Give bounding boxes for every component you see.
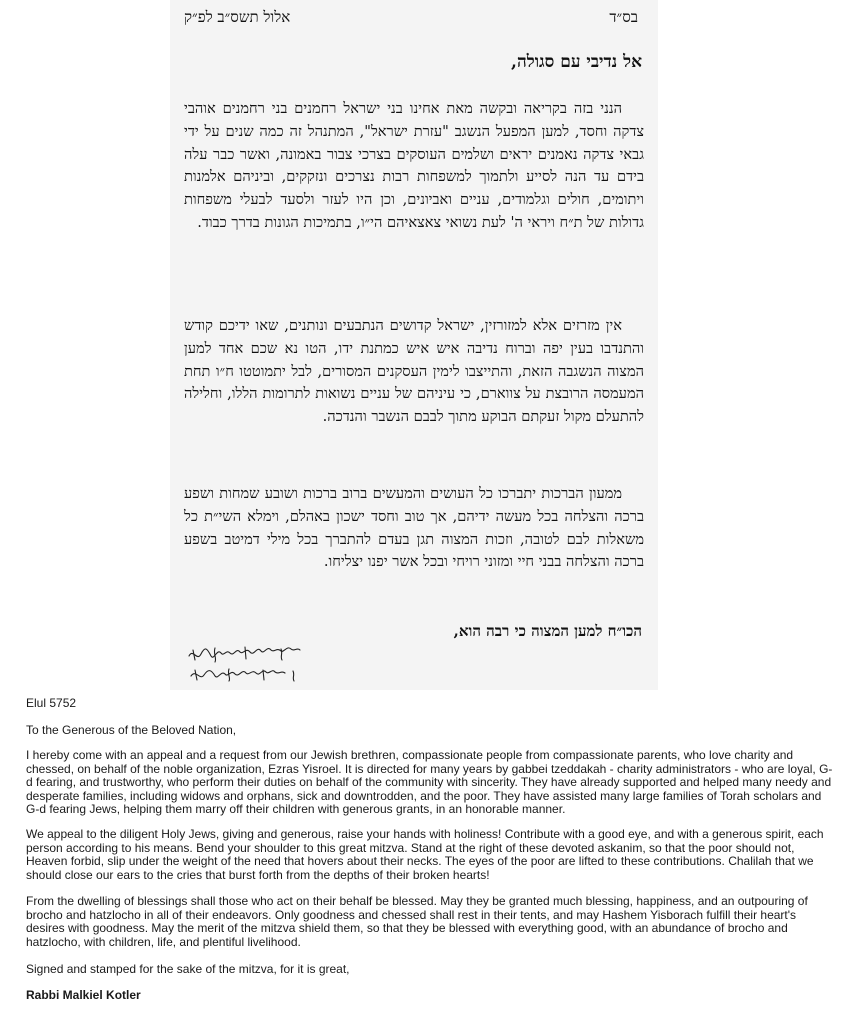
translation-paragraph-3: From the dwelling of blessings shall those who act on their behalf be blessed. May they be granted much blessing, happiness, and an outpouring of brocho and hatzlocho in all of their endeavors. Only goodness and chessed shall rest in their tents, and may Hashem Yisborach fulfill their heart's desires with goodness. May the merit of the mitzva shield them, so that they be blessed with everything good, with an abundance of brocho and hatzlocho, with children, life, and plentiful livelihood. bbox=[26, 894, 808, 949]
translation-closing: Signed and stamped for the sake of the mitzva, for it is great, bbox=[26, 962, 350, 976]
scanned-hebrew-letter bbox=[170, 0, 658, 690]
translation-salutation: To the Generous of the Beloved Nation, bbox=[26, 723, 237, 737]
handwritten-signature bbox=[185, 642, 320, 690]
bsd-header: בס״ד bbox=[609, 8, 638, 26]
translation-date: Elul 5752 bbox=[26, 696, 77, 710]
hebrew-salutation: אל נדיבי עם סגולה, bbox=[511, 52, 642, 72]
hebrew-paragraph-1: הנני בזה בקריאה ובקשה מאת אחינו בני ישראל רחמנים בני רחמנים אוהבי צדקה וחסד, למען המפעל הנשגב "עזרת ישראל", המתנהל זה כמה שנים על ידי גבאי צדקה נאמנים יראים ושלמים העוסקים בצרכי צבור באמונה, ואשר כבר עלה בידם עד הנה לסייע ולתמוך למשפחות רבות נצרכים ונזקקים, וביניהם אלמנות ויתומים, חולים וגלמודים, עניים ואביונים, וכן היו לעזר ולסעד לבעלי משפחות גדולות של ת״ח ויראי ה' לעת נשואי צאצאיהם הי״ו, בתמיכות הגונות בדרך כבוד. bbox=[184, 100, 644, 231]
translation-paragraph-2: We appeal to the diligent Holy Jews, giving and generous, raise your hands with holiness! Contribute with a good eye, and with a generous spirit, each person according to his means. Bend your shoulder to this great mitzva. Stand at the right of these devoted askanim, so that the poor should not, Heaven forbid, slip under the weight of the need that hovers about their necks. The eyes of the poor are lifted to these contributions. Chalilah that we should close our ears to the cries that burst forth from the depths of their broken hearts! bbox=[26, 827, 824, 882]
hebrew-closing: הכו״ח למען המצוה כי רבה הוא, bbox=[453, 622, 642, 640]
hebrew-paragraph-2: אין מזרזים אלא למזורזין, ישראל קדושים הנתבעים ונותנים, שאו ידיכם קודש והתנדבו בעין יפה וברוח נדיבה איש איש כמתנת ידו, הטו נא שכם אחד למען המצוה הנשגבה הזאת, והתייצבו לימין העסקנים המסורים, לבל יתמוטטו ח״ו תחת המעמסה הרובצת על צווארם, כי עיניהם של עניים נשואות לתרומות הללו, וחלילה להתעלם מקול זעקתם הבוקע מתוך לבבם הנשבר והנדכה. bbox=[184, 317, 644, 426]
hebrew-paragraph-3: ממעון הברכות יתברכו כל העושים והמעשים ברוב ברכות ושובע שמחות ושפע ברכה והצלחה בכל מעשה ידיהם, אך טוב וחסד ישכון באהלם, וימלא השי״ת כל משאלות לבם לטובה, וזכות המצוה תגן בעדם להתברך בכל מילי דמיטב בשפע ברכה והצלחה בבני חיי ומזוני רויחי ובכל אשר יפנו יצליחו. bbox=[184, 485, 644, 571]
hebrew-date: אלול תשס״ב לפ״ק bbox=[184, 8, 291, 26]
translation-paragraph-1: I hereby come with an appeal and a request from our Jewish brethren, compassionate people from compassionate parents, who love charity and chessed, on behalf of the noble organization, Ezras Yisroel. It is directed for many years by gabbei tzeddakah - charity administrators - who are loyal, G-d fearing, and trustworthy, who perform their duties on behalf of the community with sincerity. They have already supported and helped many needy and desperate families, including widows and orphans, sick and downtrodden, and the poor. They have assisted many large families of Torah scholars and G-d fearing Jews, helping them marry off their children with generous grants, in an honorable manner. bbox=[26, 748, 833, 817]
signatory-name: Rabbi Malkiel Kotler bbox=[26, 988, 141, 1002]
